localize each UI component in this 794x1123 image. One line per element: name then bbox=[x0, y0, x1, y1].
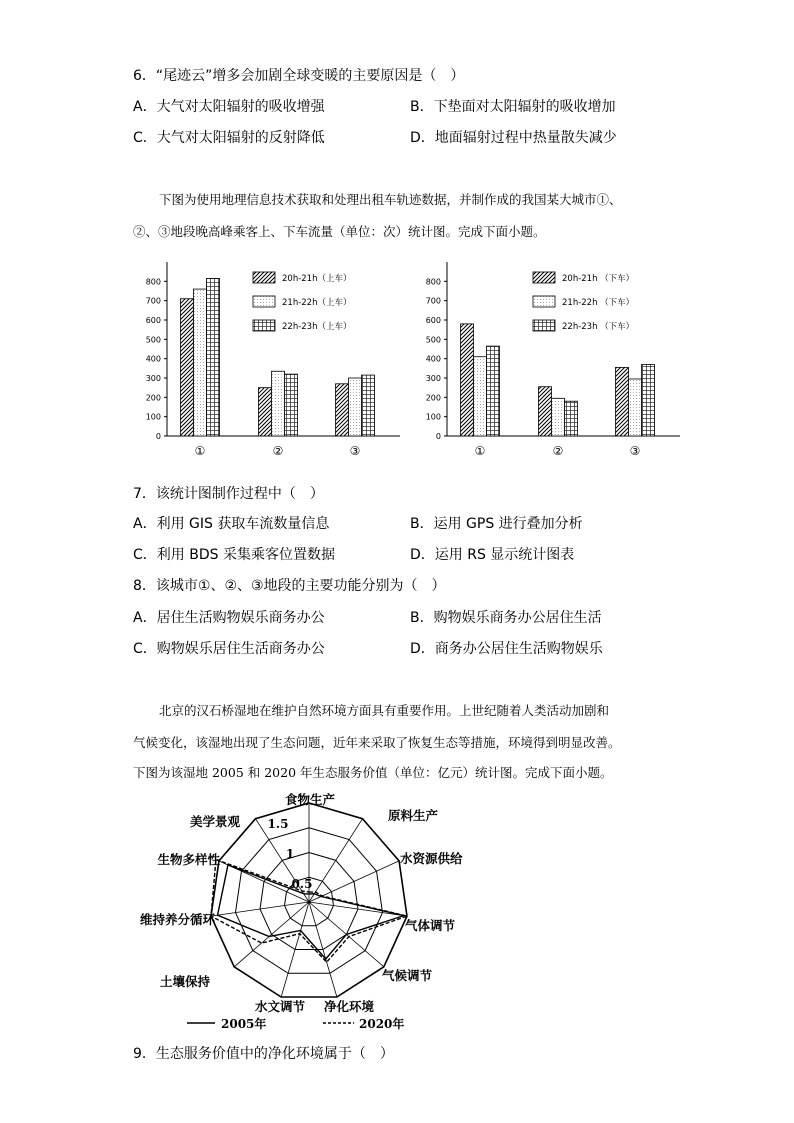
axis-label: 气体调节 bbox=[405, 918, 456, 933]
bar bbox=[207, 278, 220, 436]
legend-label: 20h-21h（上车） bbox=[282, 274, 352, 284]
q8-stem: 8．该城市①、②、③地段的主要功能分别为（ ） bbox=[133, 578, 446, 594]
q7-option-a[interactable]: A．利用 GIS 获取车流数量信息 bbox=[133, 516, 330, 532]
bar bbox=[259, 388, 272, 436]
axis-label: 水资源供给 bbox=[400, 851, 463, 866]
q8-option-d[interactable]: D．商务办公居住生活购物娱乐 bbox=[410, 641, 603, 657]
axis-label: 维持养分循环 bbox=[139, 912, 215, 927]
bar bbox=[552, 398, 565, 436]
radial-tick-label: 0.5 bbox=[291, 877, 313, 891]
y-tick-label: 300 bbox=[425, 374, 441, 383]
passage-taxi-line-1: 下图为使用地理信息技术获取和处理出租车轨迹数据，并制作成的我国某大城市①、 bbox=[159, 192, 622, 207]
bar bbox=[616, 367, 629, 436]
axis-label: 水文调节 bbox=[254, 999, 306, 1014]
q7-option-c[interactable]: C．利用 BDS 采集乘客位置数据 bbox=[133, 547, 335, 563]
legend-swatch bbox=[533, 272, 555, 283]
bar bbox=[349, 378, 362, 436]
legend-label: 20h-21h （下车） bbox=[562, 274, 635, 284]
category-label: ② bbox=[272, 444, 284, 458]
q7-option-d[interactable]: D．运用 RS 显示统计图表 bbox=[410, 547, 575, 563]
y-tick-label: 400 bbox=[145, 354, 161, 364]
q8-option-c[interactable]: C．购物娱乐居住生活商务办公 bbox=[133, 641, 325, 657]
passage-wetland bbox=[133, 701, 673, 783]
bar bbox=[194, 289, 207, 436]
legend-label: 21h-22h（上车） bbox=[282, 298, 352, 308]
category-label: ① bbox=[194, 444, 206, 458]
passage-wetland-line-2: 气候变化，该湿地出现了生态问题，近年来采取了恢复生态等措施，环境得到明显改善。 bbox=[133, 735, 621, 750]
passage-taxi bbox=[133, 190, 673, 242]
passage-wetland-line-1: 北京的汉石桥湿地在维护自然环境方面具有重要作用。上世纪随着人类活动加剧和 bbox=[159, 703, 610, 718]
category-label: ③ bbox=[349, 444, 361, 458]
radar-spoke bbox=[211, 902, 309, 916]
y-tick-label: 100 bbox=[145, 412, 161, 422]
boarding-bar-chart bbox=[130, 262, 410, 462]
axis-label: 净化环境 bbox=[323, 999, 375, 1014]
bar bbox=[474, 357, 487, 436]
axis-label: 原料生产 bbox=[388, 808, 439, 823]
q6-option-c[interactable]: C．大气对太阳辐射的反射降低 bbox=[133, 130, 325, 146]
legend-swatch bbox=[253, 320, 275, 331]
legend-label: 21h-22h （下车） bbox=[562, 298, 635, 308]
q9-stem: 9．生态服务价值中的净化环境属于（ ） bbox=[133, 1046, 394, 1062]
category-label: ② bbox=[552, 444, 564, 458]
y-tick-label: 300 bbox=[145, 374, 161, 383]
y-tick-label: 800 bbox=[145, 277, 161, 287]
y-tick-label: 600 bbox=[145, 316, 161, 325]
bar bbox=[642, 364, 655, 436]
legend-swatch bbox=[533, 320, 555, 331]
bar bbox=[181, 299, 194, 436]
bar bbox=[539, 387, 552, 436]
q6-option-b[interactable]: B．下垫面对太阳辐射的吸收增加 bbox=[410, 99, 616, 115]
bar bbox=[487, 346, 500, 436]
y-tick-label: 800 bbox=[425, 277, 441, 287]
ecosystem-value-radar-chart bbox=[130, 788, 490, 1038]
y-tick-label: 400 bbox=[425, 354, 441, 364]
legend-swatch bbox=[533, 296, 555, 307]
radial-tick-label: 1.5 bbox=[267, 817, 289, 831]
y-tick-label: 0 bbox=[155, 432, 161, 441]
y-tick-label: 600 bbox=[425, 316, 441, 325]
legend-label: 22h-23h（上车） bbox=[282, 322, 352, 332]
q8-option-b[interactable]: B．购物娱乐商务办公居住生活 bbox=[410, 610, 602, 626]
y-tick-label: 700 bbox=[145, 296, 161, 306]
legend-label: 2005年 bbox=[221, 1017, 267, 1031]
q8-option-a[interactable]: A．居住生活购物娱乐商务办公 bbox=[133, 610, 325, 626]
radial-tick-label: 1 bbox=[285, 847, 295, 861]
bar bbox=[285, 374, 298, 436]
category-label: ① bbox=[474, 444, 486, 458]
y-tick-label: 100 bbox=[425, 412, 441, 422]
bar bbox=[565, 401, 578, 436]
alighting-bar-chart bbox=[410, 262, 690, 462]
category-label: ③ bbox=[629, 444, 641, 458]
bar bbox=[272, 371, 285, 436]
y-tick-label: 0 bbox=[435, 432, 441, 441]
legend-label: 22h-23h （下车） bbox=[562, 322, 635, 332]
bar bbox=[629, 379, 642, 436]
y-tick-label: 700 bbox=[425, 296, 441, 306]
passage-taxi-line-2: ②、③地段晚高峰乘客上、下车流量（单位：次）统计图。完成下面小题。 bbox=[133, 224, 546, 239]
axis-label: 美学景观 bbox=[189, 814, 240, 829]
y-tick-label: 500 bbox=[145, 335, 161, 345]
axis-label: 生物多样性 bbox=[157, 852, 220, 867]
legend-label: 2020年 bbox=[359, 1017, 405, 1031]
legend-swatch bbox=[253, 296, 275, 307]
y-tick-label: 200 bbox=[425, 393, 441, 403]
q7-stem: 7．该统计图制作过程中（ ） bbox=[133, 486, 324, 502]
bar bbox=[362, 375, 375, 436]
bar bbox=[336, 384, 349, 436]
q6-option-a[interactable]: A．大气对太阳辐射的吸收增强 bbox=[133, 99, 325, 115]
q6-option-d[interactable]: D．地面辐射过程中热量散失减少 bbox=[410, 130, 617, 146]
y-tick-label: 500 bbox=[425, 335, 441, 345]
q6-stem: 6．“尾迹云”增多会加剧全球变暖的主要原因是（ ） bbox=[133, 68, 465, 84]
axis-label: 食物生产 bbox=[284, 792, 336, 807]
passage-wetland-line-3: 下图为该湿地 2005 和 2020 年生态服务价值（单位：亿元）统计图。完成下面小题。 bbox=[133, 765, 613, 780]
bar bbox=[461, 324, 474, 436]
axis-label: 土壤保持 bbox=[159, 974, 210, 989]
q7-option-b[interactable]: B．运用 GPS 进行叠加分析 bbox=[410, 516, 583, 532]
y-tick-label: 200 bbox=[145, 393, 161, 403]
axis-label: 气候调节 bbox=[382, 968, 433, 983]
legend-swatch bbox=[253, 272, 275, 283]
